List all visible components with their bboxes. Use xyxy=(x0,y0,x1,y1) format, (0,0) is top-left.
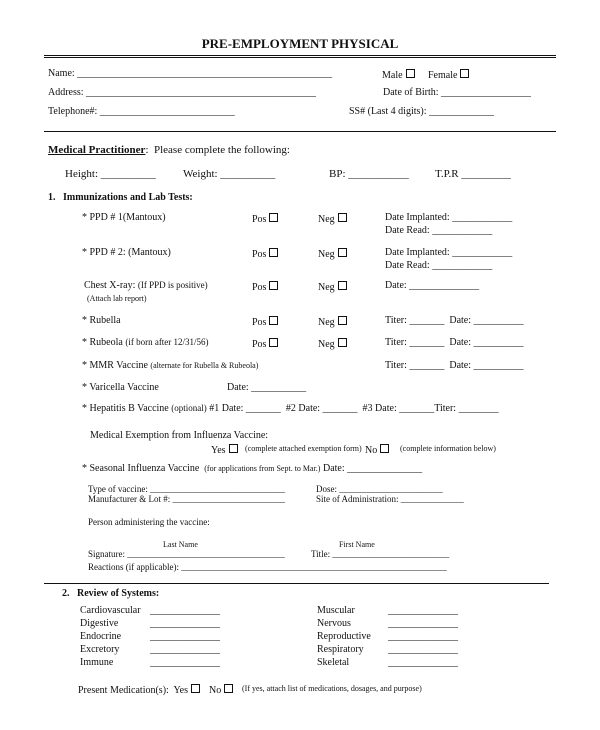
rubeola-pos-checkbox[interactable] xyxy=(269,338,278,347)
ros-respiratory: Respiratory xyxy=(317,644,364,655)
tpr-field[interactable]: T.P.R _________ xyxy=(435,168,511,180)
influenza-line[interactable]: * Seasonal Influenza Vaccine (for applications from Sept. to Mar.) Date: _______________ xyxy=(82,463,423,474)
name-field[interactable]: Name: ___________________________________________________ xyxy=(48,68,333,79)
ros-muscular: Muscular xyxy=(317,605,355,616)
ppd2-label: * PPD # 2: (Mantoux) xyxy=(82,247,171,258)
rubeola-titer-date[interactable]: Titer: _______ Date: __________ xyxy=(385,337,524,348)
ss-field[interactable]: SS# (Last 4 digits): _____________ xyxy=(349,106,495,117)
ppd2-pos[interactable]: Pos xyxy=(252,248,278,260)
section-divider xyxy=(44,583,549,584)
ros-reproductive: Reproductive xyxy=(317,631,371,642)
male-checkbox[interactable] xyxy=(406,69,415,78)
medication-no-checkbox[interactable] xyxy=(224,684,233,693)
section2-heading: 2. Review of Systems: xyxy=(62,588,160,599)
exemption-no[interactable]: No xyxy=(365,444,389,456)
ros-immune: Immune xyxy=(80,657,114,668)
female-option[interactable]: Female xyxy=(428,69,469,81)
section1-heading: 1. Immunizations and Lab Tests: xyxy=(48,192,193,203)
rubella-neg[interactable]: Neg xyxy=(318,316,347,328)
rubeola-neg[interactable]: Neg xyxy=(318,338,347,350)
ppd2-neg-checkbox[interactable] xyxy=(338,248,347,257)
ros-blank[interactable]: ______________ xyxy=(150,631,220,642)
dob-field[interactable]: Date of Birth: __________________ xyxy=(383,87,532,98)
rubella-pos-checkbox[interactable] xyxy=(269,316,278,325)
xray-pos[interactable]: Pos xyxy=(252,281,278,293)
ppd2-date-implanted[interactable]: Date Implanted: ____________ xyxy=(385,247,513,258)
rubella-label: * Rubella xyxy=(82,315,121,326)
ros-blank[interactable]: ______________ xyxy=(388,618,458,629)
exemption-yes-note: (complete attached exemption form) xyxy=(245,444,362,453)
exemption-yes[interactable]: Yes xyxy=(211,444,238,456)
xray-neg-checkbox[interactable] xyxy=(338,281,347,290)
xray-date[interactable]: Date: ______________ xyxy=(385,280,480,291)
practitioner-instruction: : Please complete the following: xyxy=(145,144,290,156)
site-admin-field[interactable]: Site of Administration: ______________ xyxy=(316,494,464,504)
mmr-titer-date[interactable]: Titer: _______ Date: __________ xyxy=(385,360,524,371)
weight-field[interactable]: Weight: __________ xyxy=(183,168,276,180)
first-name-caption: First Name xyxy=(339,540,375,549)
practitioner-heading: Medical Practitioner xyxy=(48,144,146,156)
exemption-heading: Medical Exemption from Influenza Vaccine: xyxy=(90,430,269,441)
person-admin-label: Person administering the vaccine: xyxy=(88,517,210,527)
ppd1-neg[interactable]: Neg xyxy=(318,213,347,225)
title-field[interactable]: Title: __________________________ xyxy=(311,549,450,559)
rubella-pos[interactable]: Pos xyxy=(252,316,278,328)
attach-lab-note: (Attach lab report) xyxy=(87,294,147,303)
ppd1-label: * PPD # 1(Mantoux) xyxy=(82,212,166,223)
dose-field[interactable]: Dose: _______________________ xyxy=(316,484,443,494)
ros-nervous: Nervous xyxy=(317,618,351,629)
exemption-yes-checkbox[interactable] xyxy=(229,444,238,453)
chest-xray-label: Chest X-ray: (If PPD is positive) xyxy=(84,280,208,291)
ros-blank[interactable]: ______________ xyxy=(150,605,220,616)
ppd1-date-implanted[interactable]: Date Implanted: ____________ xyxy=(385,212,513,223)
ros-skeletal: Skeletal xyxy=(317,657,350,668)
address-field[interactable]: Address: ______________________________________________ xyxy=(48,87,317,98)
medication-yes[interactable]: Present Medication(s): Yes xyxy=(78,684,200,696)
medication-note: (If yes, attach list of medications, dosages, and purpose) xyxy=(242,684,422,693)
medication-no[interactable]: No xyxy=(209,684,233,696)
xray-pos-checkbox[interactable] xyxy=(269,281,278,290)
bp-field[interactable]: BP: ___________ xyxy=(329,168,409,180)
manufacturer-field[interactable]: Manufacturer & Lot #: _________________________ xyxy=(88,494,285,504)
page-title: PRE-EMPLOYMENT PHYSICAL xyxy=(201,36,399,51)
ros-digestive: Digestive xyxy=(80,618,119,629)
rubeola-pos[interactable]: Pos xyxy=(252,338,278,350)
rubella-neg-checkbox[interactable] xyxy=(338,316,347,325)
title-rule-bottom xyxy=(44,57,556,58)
ppd1-date-read[interactable]: Date Read: ____________ xyxy=(385,225,493,236)
rubella-titer-date[interactable]: Titer: _______ Date: __________ xyxy=(385,315,524,326)
type-vaccine-field[interactable]: Type of vaccine: ______________________________ xyxy=(88,484,286,494)
varicella-date[interactable]: Date: ___________ xyxy=(227,382,307,393)
ros-blank[interactable]: ______________ xyxy=(150,644,220,655)
ppd1-neg-checkbox[interactable] xyxy=(338,213,347,222)
ppd2-pos-checkbox[interactable] xyxy=(269,248,278,257)
ros-blank[interactable]: ______________ xyxy=(388,605,458,616)
ros-blank[interactable]: ______________ xyxy=(388,631,458,642)
practitioner-line xyxy=(48,145,290,156)
ppd1-pos-checkbox[interactable] xyxy=(269,213,278,222)
ros-blank[interactable]: ______________ xyxy=(150,657,220,668)
hepb-line[interactable]: * Hepatitis B Vaccine (optional) #1 Date: _______ #2 Date: _______ #3 Date: _______Titer: ________ xyxy=(82,403,499,414)
ros-blank[interactable]: ______________ xyxy=(150,618,220,629)
exemption-no-checkbox[interactable] xyxy=(380,444,389,453)
ppd1-pos[interactable]: Pos xyxy=(252,213,278,225)
ppd2-neg[interactable]: Neg xyxy=(318,248,347,260)
height-field[interactable]: Height: __________ xyxy=(65,168,156,180)
signature-field[interactable]: Signature: ___________________________________ xyxy=(88,549,285,559)
rubeola-label: * Rubeola (if born after 12/31/56) xyxy=(82,337,209,348)
exemption-no-note: (complete information below) xyxy=(400,444,496,453)
divider-rule xyxy=(44,131,556,132)
ros-blank[interactable]: ______________ xyxy=(388,657,458,668)
ppd2-date-read[interactable]: Date Read: ____________ xyxy=(385,260,493,271)
mmr-label: * MMR Vaccine (alternate for Rubella & Rubeola) xyxy=(82,360,259,371)
ros-blank[interactable]: ______________ xyxy=(388,644,458,655)
ros-endocrine: Endocrine xyxy=(80,631,122,642)
title-rule-top xyxy=(44,55,556,56)
female-checkbox[interactable] xyxy=(460,69,469,78)
rubeola-neg-checkbox[interactable] xyxy=(338,338,347,347)
xray-neg[interactable]: Neg xyxy=(318,281,347,293)
varicella-label: * Varicella Vaccine xyxy=(82,382,159,393)
medication-yes-checkbox[interactable] xyxy=(191,684,200,693)
male-option[interactable]: Male xyxy=(382,69,415,81)
telephone-field[interactable]: Telephone#: ___________________________ xyxy=(48,106,235,117)
ros-cardiovascular: Cardiovascular xyxy=(80,605,141,616)
last-name-caption: Last Name xyxy=(163,540,198,549)
reactions-field[interactable]: Reactions (if applicable): ___________________________________________________________ xyxy=(88,562,447,572)
ros-excretory: Excretory xyxy=(80,644,120,655)
